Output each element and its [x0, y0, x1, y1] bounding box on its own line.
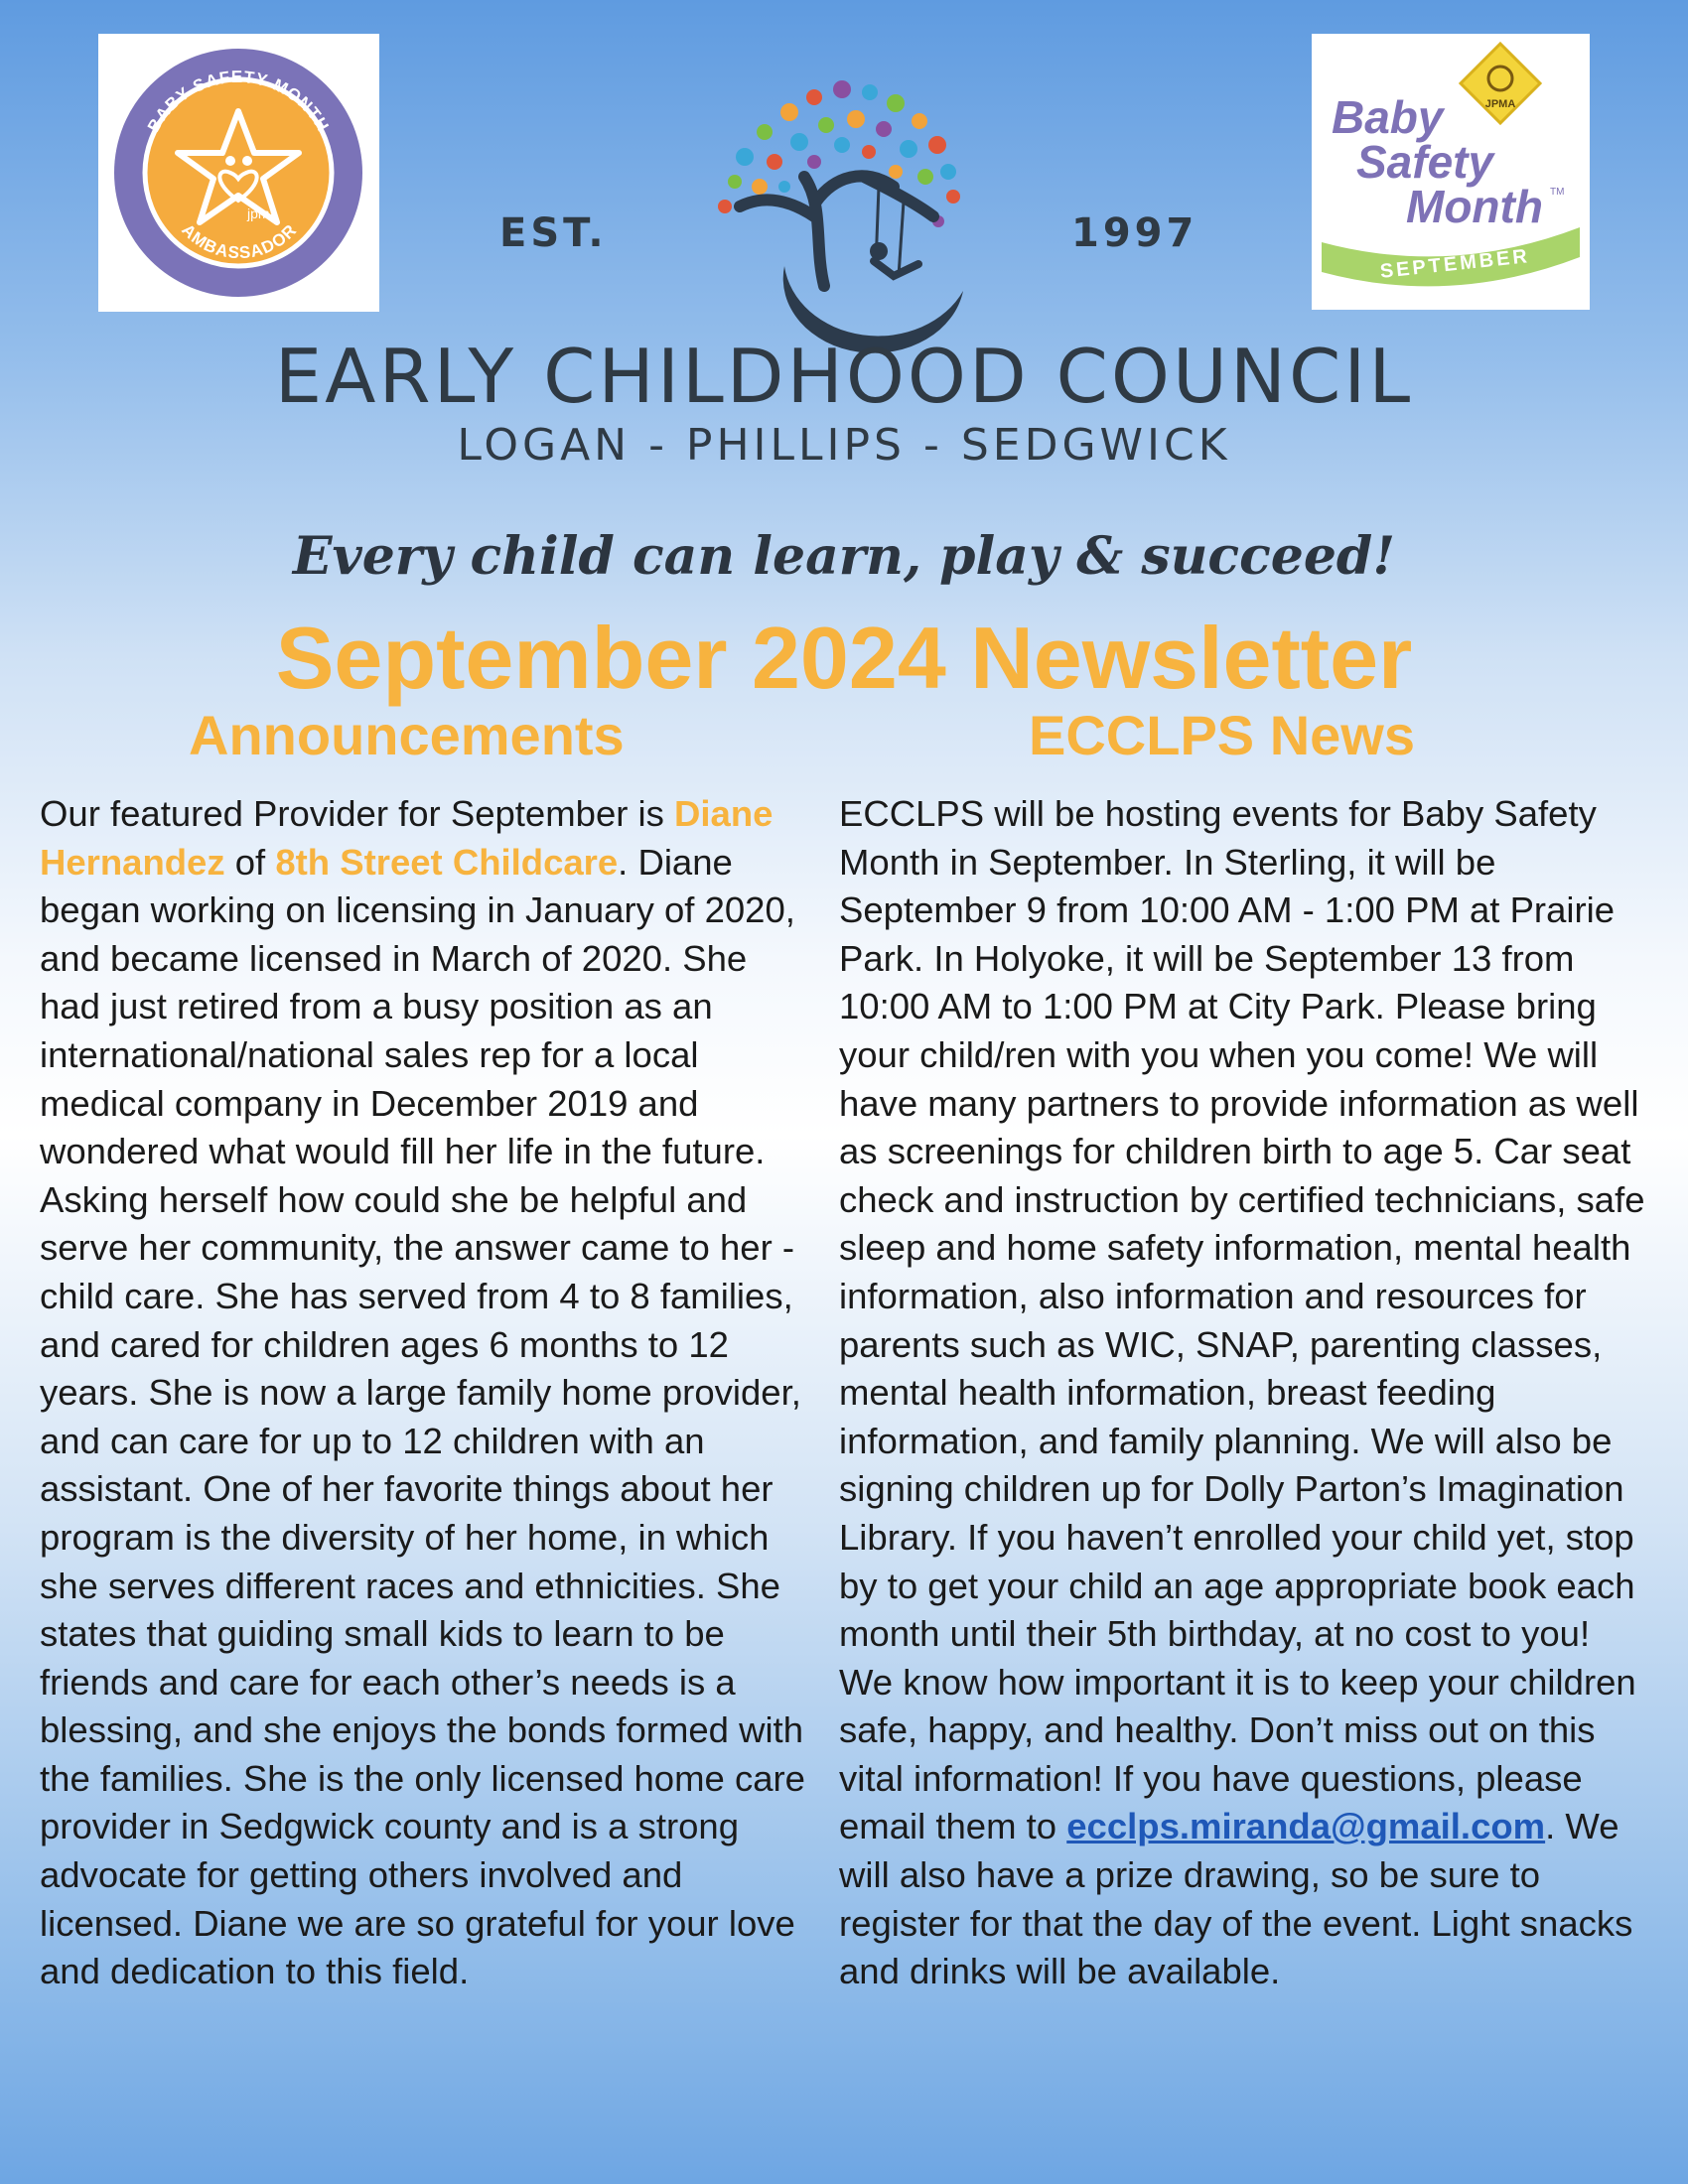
ecclps-news-body: [839, 790, 1653, 1996]
child-body-icon: [874, 261, 918, 276]
jpma-badge-text: JPMA: [1484, 98, 1516, 110]
trademark-text: TM: [1550, 187, 1565, 198]
banner-september-text: SEPTEMBER: [1378, 245, 1531, 283]
news-text-after-email: . We will also have a prize drawing, so be sure to register for that the day of the event. Light snacks and drinks will be available.: [839, 1806, 1633, 1992]
est-label: EST.: [499, 210, 608, 256]
logo-word-safety: Safety: [1356, 136, 1494, 188]
tree-swing-logo: [665, 38, 1003, 375]
announcements-heading: Announcements: [189, 704, 625, 766]
provider-business: 8th Street Childcare: [275, 841, 619, 883]
badge-top-text: BABY SAFETY MONTH: [143, 67, 334, 136]
jpma-diamond-icon: [1461, 44, 1540, 123]
counties-subtitle: LOGAN - PHILLIPS - SEDGWICK: [457, 420, 1231, 471]
ambassador-badge-logo: [98, 34, 379, 312]
tagline: Every child can learn, play & succeed!: [292, 526, 1396, 587]
provider-name: Diane Hernandez: [40, 793, 774, 883]
founded-year: 1997: [1071, 210, 1198, 256]
announcements-body: [40, 790, 814, 1996]
child-head-icon: [242, 156, 252, 166]
tree-swing-icon: [665, 38, 1003, 375]
logo-word-month: Month: [1406, 181, 1543, 232]
badge-bottom-text: AMBASSADOR: [178, 220, 301, 263]
baby-safety-month-graphic: [1312, 34, 1590, 310]
newsletter-title: September 2024 Newsletter: [275, 609, 1413, 707]
baby-safety-month-logo: [1312, 34, 1590, 310]
news-text-before-email: ECCLPS will be hosting events for Baby Safety Month in September. In Sterling, it will be September 9 from 10:00 AM - 1:00 PM at Prairie Park. In Holyoke, it will be September 13 from 10:00 AM to 1:00 PM at City Park. Please bring your child/ren with you when you come! We will have many partners to provide information as well as screenings for children birth to age 5. Car seat check and instruction by certified technicians, safe sleep and home safety information, mental health information, also information and resources for parents such as WIC, SNAP, parenting classes, mental health information, breast feeding information, and family planning. We will also be signing children up for Dolly Parton’s Imagination Library. If you haven’t enrolled your child yet, stop by to get your child an age appropriate book each month until their 5th birthday, at no cost to you! We know how important it is to keep your children safe, happy, and healthy. Don’t miss out on this vital information! If you have questions, please email them to: [839, 793, 1645, 1847]
badge-jpma-text: jpma: [247, 205, 278, 221]
ambassador-badge-graphic: [98, 34, 379, 312]
logo-word-baby: Baby: [1332, 91, 1444, 143]
announcements-intro: Our featured Provider for September is: [40, 793, 675, 834]
announcements-of: of: [224, 841, 276, 883]
swing-rope-icon-2: [899, 202, 904, 276]
announcements-text: . Diane began working on licensing in January of 2020, and became licensed in March of 2020. She had just retired from a busy position as an international/national sales rep for a local medical company in December 2019 and wondered what would fill her life in the future. Asking herself how could she be helpful and serve her community, the answer came to her - child care. She has served from 4 to 8 families, and cared for children ages 6 months to 12 years. She is now a large family home provider, and can care for up to 12 children with an assistant. One of her favorite things about her program is the diversity of her home, in which she serves different races and ethnicities. She states that guiding small kids to learn to be friends and care for each other’s needs is a blessing, and she enjoys the bonds formed with the families. She is the only licensed home care provider in Sedgwick county and is a strong advocate for getting others involved and licensed. Diane we are so grateful for your love and dedication to this field.: [40, 841, 805, 1992]
contact-email-link[interactable]: ecclps.miranda@gmail.com: [1066, 1806, 1546, 1847]
parent-head-icon: [225, 156, 235, 166]
organization-name: EARLY CHILDHOOD COUNCIL: [274, 333, 1414, 420]
ecclps-news-heading: ECCLPS News: [1029, 704, 1415, 766]
